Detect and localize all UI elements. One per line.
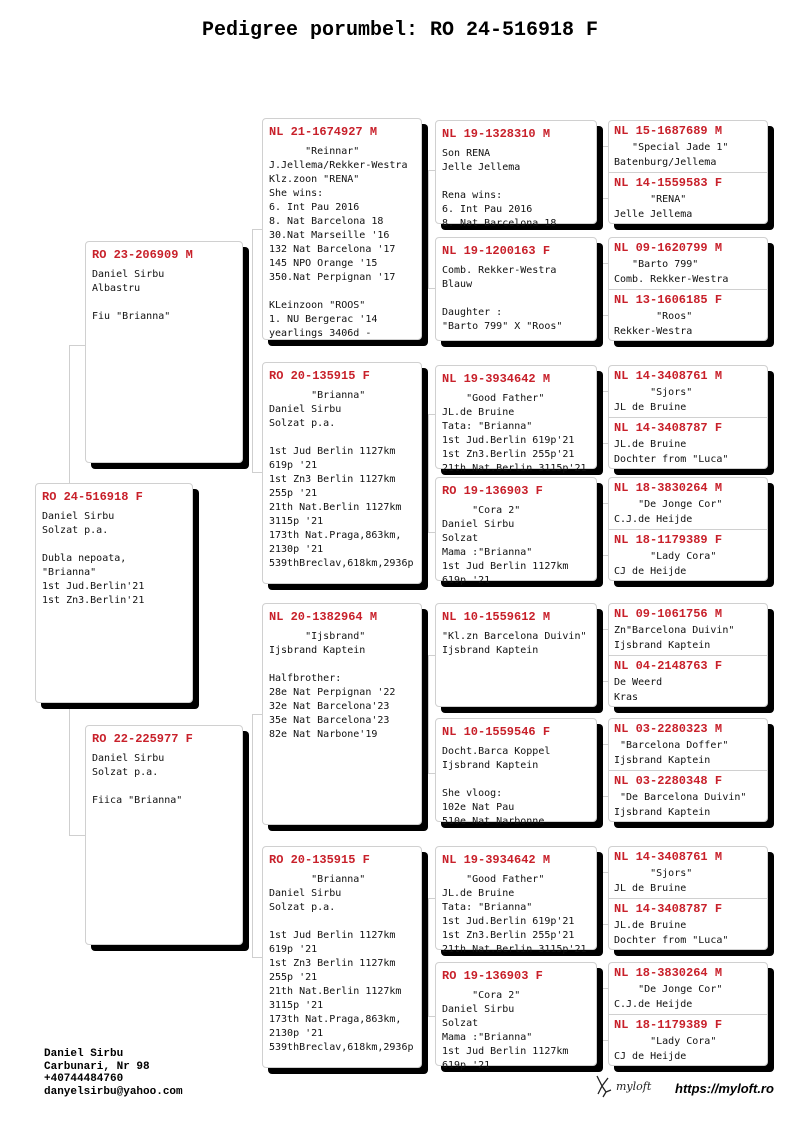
connector-line xyxy=(601,796,608,797)
ring-number: NL 04-2148763 F xyxy=(614,659,723,673)
connector-line xyxy=(428,170,429,288)
great-grandparent-card-content[interactable] xyxy=(436,604,596,706)
ring-number: NL 21-1674927 M xyxy=(269,125,378,139)
connector-line xyxy=(601,503,608,504)
ring-number: NL 14-3408761 M xyxy=(614,369,723,383)
connector-line xyxy=(69,345,85,346)
ring-number: RO 19-136903 F xyxy=(442,969,543,983)
pigeon-details: "Brianna" Daniel Sirbu Solzat p.a. 1st Jud Berlin 1127km 619p '21 1st Zn3 Berlin 1127km 255p '21 21th Nat.Berlin 1127km 3115p '21 173th Nat.Praga,863km, 2130p '21 539thBreclav,618km,2936p xyxy=(269,874,414,1053)
ancestor-male[interactable] xyxy=(609,604,767,655)
bird-icon xyxy=(594,1074,614,1098)
grandparent-card[interactable] xyxy=(262,362,422,584)
ancestor-male[interactable] xyxy=(609,238,767,289)
connector-line xyxy=(428,1016,435,1017)
ring-number: NL 10-1559612 M xyxy=(442,610,551,624)
ancestor-female[interactable] xyxy=(609,655,767,706)
connector-line xyxy=(601,443,608,444)
ancestor-female[interactable] xyxy=(609,289,767,340)
pigeon-details: "De Barcelona Duivin" Ijsbrand Kaptein xyxy=(614,792,747,818)
ring-number: NL 19-1200163 F xyxy=(442,244,551,258)
ring-number: RO 20-135915 F xyxy=(269,853,370,867)
connector-line xyxy=(601,629,602,681)
ancestor-pair-card xyxy=(608,237,768,341)
connector-line xyxy=(252,229,253,472)
pigeon-details: Docht.Barca Koppel Ijsbrand Kaptein She vloog: 102e Nat Pau 510e Nat Narbonne xyxy=(442,746,551,827)
sire-card-content[interactable] xyxy=(86,242,242,462)
connector-line xyxy=(428,898,429,1016)
ancestor-pair-card xyxy=(608,603,768,707)
ring-number: NL 15-1687689 M xyxy=(614,124,723,138)
great-grandparent-card[interactable] xyxy=(435,718,597,827)
pigeon-details: "RENA" Jelle Jellema xyxy=(614,194,693,220)
dam-card-content[interactable] xyxy=(86,726,242,944)
ring-number: NL 03-2280348 F xyxy=(614,774,723,788)
ring-number: NL 09-1620799 M xyxy=(614,241,723,255)
contact-email: danyelsirbu@yahoo.com xyxy=(44,1085,183,1098)
great-grandparent-card-content[interactable] xyxy=(436,238,596,340)
myloft-logo xyxy=(594,1074,651,1098)
pigeon-details: "Barcelona Doffer" Ijsbrand Kaptein xyxy=(614,740,729,766)
connector-line xyxy=(601,1040,608,1041)
connector-line xyxy=(252,957,262,958)
ancestor-male[interactable] xyxy=(609,121,767,172)
connector-line xyxy=(252,714,253,957)
great-grandparent-card-content[interactable] xyxy=(436,963,596,1071)
connector-line xyxy=(428,655,429,773)
connector-line xyxy=(601,555,608,556)
connector-line xyxy=(601,924,608,925)
pigeon-details: "Kl.zn Barcelona Duivin" Ijsbrand Kaptein xyxy=(442,631,587,656)
ancestor-male[interactable] xyxy=(609,847,767,898)
ring-number: RO 19-136903 F xyxy=(442,484,543,498)
connector-line xyxy=(601,503,602,555)
connector-line xyxy=(428,532,435,533)
pigeon-details: "De Jonge Cor" C.J.de Heijde xyxy=(614,984,723,1010)
great-grandparent-card-content[interactable] xyxy=(436,719,596,827)
ancestor-pair-card xyxy=(608,846,768,950)
connector-line xyxy=(428,655,435,656)
great-grandparent-card-content[interactable] xyxy=(436,121,596,229)
ring-number: NL 14-3408787 F xyxy=(614,902,723,916)
ancestor-male[interactable] xyxy=(609,719,767,770)
pigeon-details: "Cora 2" Daniel Sirbu Solzat Mama :"Brianna" 1st Jud Berlin 1127km 619p '21 xyxy=(442,505,569,586)
connector-line xyxy=(601,198,608,199)
great-grandparent-card-content[interactable] xyxy=(436,366,596,474)
ring-number: RO 20-135915 F xyxy=(269,369,370,383)
website-link[interactable]: https://myloft.ro xyxy=(675,1081,774,1096)
ring-number: NL 19-3934642 M xyxy=(442,853,551,867)
connector-line xyxy=(601,263,602,315)
pigeon-details: Daniel Sirbu Solzat p.a. Dubla nepoata, "Brianna" 1st Jud.Berlin'21 1st Zn3.Berlin'21 xyxy=(42,511,145,606)
subject-pigeon-card[interactable] xyxy=(35,483,193,703)
connector-line xyxy=(69,835,85,836)
connector-line xyxy=(601,872,608,873)
pigeon-details: Daniel Sirbu Solzat p.a. Fiica "Brianna" xyxy=(92,753,183,806)
ancestor-pair-card xyxy=(608,962,768,1066)
contact-phone: +40744484760 xyxy=(44,1073,124,1085)
connector-line xyxy=(252,714,262,715)
pigeon-details: "Good Father" JL.de Bruine Tata: "Brianna" 1st Jud.Berlin 619p'21 1st Zn3.Berlin 255p'21 21th Nat.Berlin 3115p'21 xyxy=(442,874,587,955)
great-grandparent-card[interactable] xyxy=(435,120,597,229)
ring-number: NL 14-3408761 M xyxy=(614,850,723,864)
ring-number: NL 14-1559583 F xyxy=(614,176,723,190)
great-grandparent-card[interactable] xyxy=(435,846,597,955)
pigeon-details: "Reinnar" J.Jellema/Rekker-Westra Klz.zoon "RENA" She wins: 6. Int Pau 2016 8. Nat Barcelona 18 30.Nat Marseille '16 132 Nat Barcelona '17 145 NPO Orange '15 350.Nat Perpignan '17 KLeinzoon "ROOS" 1. NU Bergerac '14 yearlings 3406d - xyxy=(269,146,408,339)
connector-line xyxy=(601,391,602,443)
ring-number: NL 18-1179389 F xyxy=(614,533,723,547)
connector-line xyxy=(601,146,608,147)
connector-line xyxy=(428,170,435,171)
pigeon-details: "Cora 2" Daniel Sirbu Solzat Mama :"Brianna" 1st Jud Berlin 1127km 619p '21 xyxy=(442,990,569,1071)
grandparent-card-content[interactable] xyxy=(263,604,421,824)
ancestor-male[interactable] xyxy=(609,478,767,529)
connector-line xyxy=(601,744,608,745)
connector-line xyxy=(252,229,262,230)
ancestor-pair-card xyxy=(608,718,768,822)
ring-number: NL 03-2280323 M xyxy=(614,722,723,736)
pigeon-details: "Good Father" JL.de Bruine Tata: "Brianna" 1st Jud.Berlin 619p'21 1st Zn3.Berlin 255p'21 21th Nat.Berlin 3115p'21 xyxy=(442,393,587,474)
connector-line xyxy=(601,681,608,682)
pigeon-details: Daniel Sirbu Albastru Fiu "Brianna" xyxy=(92,269,171,322)
sire-card[interactable] xyxy=(85,241,243,463)
pigeon-details: "Ijsbrand" Ijsbrand Kaptein Halfbrother: 28e Nat Perpignan '22 32e Nat Barcelona'23 35e Nat Barcelona'23 82e Nat Narbone'19 xyxy=(269,631,396,740)
pigeon-details: JL.de Bruine Dochter from "Luca" xyxy=(614,439,729,465)
contact-address: Carbunari, Nr 98 xyxy=(44,1060,150,1073)
ancestor-male[interactable] xyxy=(609,963,767,1014)
great-grandparent-card[interactable] xyxy=(435,603,597,707)
ring-number: NL 10-1559546 F xyxy=(442,725,551,739)
pigeon-details: De Weerd Kras xyxy=(614,677,663,703)
connector-line xyxy=(601,629,608,630)
ancestor-female[interactable] xyxy=(609,172,767,223)
great-grandparent-card[interactable] xyxy=(435,477,597,586)
pigeon-details: Son RENA Jelle Jellema Rena wins: 6. Int Pau 2016 8. Nat Barcelona 18 xyxy=(442,148,557,229)
great-grandparent-card[interactable] xyxy=(435,962,597,1071)
ancestor-female[interactable] xyxy=(609,529,767,580)
logo-text: myloft xyxy=(616,1079,652,1093)
pigeon-details: "Barto 799" Comb. Rekker-Westra xyxy=(614,259,729,285)
grandparent-card-content[interactable] xyxy=(263,363,421,583)
connector-line xyxy=(69,345,70,483)
connector-line xyxy=(252,472,262,473)
pigeon-details: "Lady Cora" CJ de Heijde xyxy=(614,551,717,577)
connector-line xyxy=(601,988,608,989)
connector-line xyxy=(601,146,602,198)
pigeon-details: Comb. Rekker-Westra Blauw Daughter : "Barto 799" X "Roos" xyxy=(442,265,563,332)
connector-line xyxy=(601,744,602,796)
connector-line xyxy=(428,414,435,415)
pigeon-details: "Lady Cora" CJ de Heijde xyxy=(614,1036,717,1062)
ancestor-female[interactable] xyxy=(609,417,767,468)
ancestor-female[interactable] xyxy=(609,770,767,821)
grandparent-card-content[interactable] xyxy=(263,119,421,339)
pigeon-details: "Sjors" JL de Bruine xyxy=(614,868,693,894)
grandparent-card[interactable] xyxy=(262,603,422,825)
ring-number: NL 19-3934642 M xyxy=(442,372,551,386)
ancestor-female[interactable] xyxy=(609,1014,767,1065)
ring-number: NL 18-1179389 F xyxy=(614,1018,723,1032)
connector-line xyxy=(428,414,429,532)
connector-line xyxy=(601,315,608,316)
pigeon-details: "Brianna" Daniel Sirbu Solzat p.a. 1st Jud Berlin 1127km 619p '21 1st Zn3 Berlin 1127km 255p '21 21th Nat.Berlin 1127km 3115p '21 173th Nat.Praga,863km, 2130p '21 539thBreclav,618km,2936p xyxy=(269,390,414,569)
pigeon-details: Zn"Barcelona Duivin" Ijsbrand Kaptein xyxy=(614,625,735,651)
pigeon-details: "Special Jade 1" Batenburg/Jellema xyxy=(614,142,729,168)
ring-number: NL 14-3408787 F xyxy=(614,421,723,435)
ring-number: NL 20-1382964 M xyxy=(269,610,378,624)
ring-number: NL 19-1328310 M xyxy=(442,127,551,141)
breeder-contact xyxy=(44,1048,183,1098)
ring-number: RO 22-225977 F xyxy=(92,732,193,746)
ancestor-female[interactable] xyxy=(609,898,767,949)
connector-line xyxy=(601,391,608,392)
contact-name: Daniel Sirbu xyxy=(44,1048,124,1060)
ring-number: NL 18-3830264 M xyxy=(614,481,723,495)
grandparent-card-content[interactable] xyxy=(263,847,421,1067)
great-grandparent-card-content[interactable] xyxy=(436,847,596,955)
great-grandparent-card[interactable] xyxy=(435,365,597,474)
grandparent-card[interactable] xyxy=(262,118,422,340)
connector-line xyxy=(601,263,608,264)
connector-line xyxy=(69,703,70,836)
dam-card[interactable] xyxy=(85,725,243,945)
pigeon-details: "Sjors" JL de Bruine xyxy=(614,387,693,413)
great-grandparent-card-content[interactable] xyxy=(436,478,596,586)
pigeon-details: "Roos" Rekker-Westra xyxy=(614,311,693,337)
ring-number: NL 09-1061756 M xyxy=(614,607,723,621)
ring-number: NL 13-1606185 F xyxy=(614,293,723,307)
pigeon-details: "De Jonge Cor" C.J.de Heijde xyxy=(614,499,723,525)
connector-line xyxy=(428,288,435,289)
connector-line xyxy=(601,872,602,924)
ring-number: RO 24-516918 F xyxy=(42,490,143,504)
ancestor-male[interactable] xyxy=(609,366,767,417)
ancestor-pair-card xyxy=(608,477,768,581)
connector-line xyxy=(601,988,602,1040)
subject-pigeon-card-content[interactable] xyxy=(36,484,192,702)
connector-line xyxy=(428,773,435,774)
ring-number: RO 23-206909 M xyxy=(92,248,193,262)
ring-number: NL 18-3830264 M xyxy=(614,966,723,980)
grandparent-card[interactable] xyxy=(262,846,422,1068)
ancestor-pair-card xyxy=(608,120,768,224)
pigeon-details: JL.de Bruine Dochter from "Luca" xyxy=(614,920,729,946)
ancestor-pair-card xyxy=(608,365,768,469)
connector-line xyxy=(428,898,435,899)
page-title: Pedigree porumbel: RO 24-516918 F xyxy=(201,19,599,42)
great-grandparent-card[interactable] xyxy=(435,237,597,341)
